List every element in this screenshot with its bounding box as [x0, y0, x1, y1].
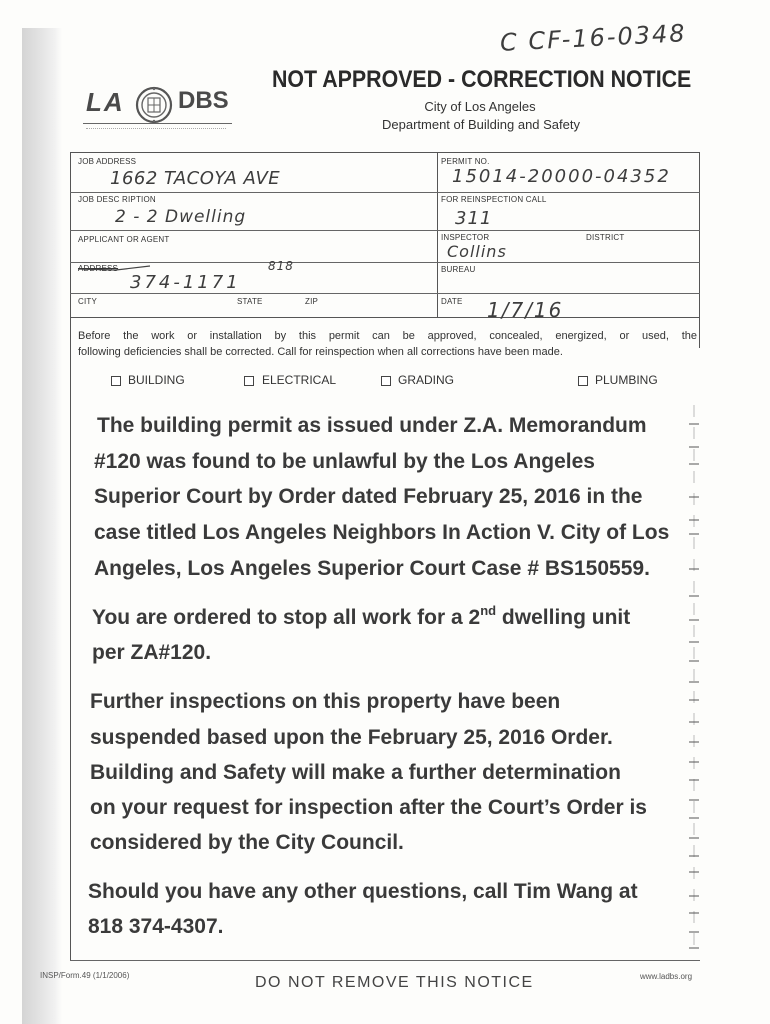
instructions-line-1: Before the work or installation by this permit can be approved, concealed, energized, or used, the: [78, 330, 697, 342]
notice-line: per ZA#120.: [92, 641, 212, 664]
form-row-divider: [70, 230, 700, 231]
do-not-remove-warning: DO NOT REMOVE THIS NOTICE: [255, 974, 534, 991]
grading-checkbox: [381, 376, 391, 386]
margin-ticks: [684, 405, 702, 960]
notice-line: Should you have any other questions, call Tim Wang at: [88, 880, 638, 903]
job-description-value: 2 - 2 Dwelling: [115, 207, 247, 227]
form-row-divider: [70, 293, 700, 294]
notice-line: The building permit as issued under Z.A. Memorandum: [97, 414, 647, 437]
electrical-checkbox: [244, 376, 254, 386]
district-label: DISTRICT: [586, 233, 625, 242]
website-url: www.ladbs.org: [640, 972, 693, 981]
zip-label: ZIP: [305, 297, 319, 306]
city-seal-icon: [134, 85, 174, 125]
plumbing-checkbox: [578, 376, 588, 386]
permit-no-label: PERMIT NO.: [441, 157, 490, 166]
city-label: CITY: [78, 297, 98, 306]
notice-line: Angeles, Los Angeles Superior Court Case # BS150559.: [94, 557, 650, 580]
plumbing-checkbox-label: PLUMBING: [595, 373, 658, 387]
form-row-divider: [70, 262, 700, 263]
page-title: NOT APPROVED - CORRECTION NOTICE: [272, 66, 692, 93]
permit-no-value: 15014-20000-04352: [452, 166, 671, 187]
form-identifier: INSP/Form.49 (1/1/2006): [40, 971, 130, 980]
notice-right-border: [699, 318, 700, 348]
date-label: DATE: [441, 297, 463, 306]
address-area-code: 818: [268, 259, 294, 273]
form-row-divider: [70, 192, 700, 193]
notice-left-border: [70, 318, 71, 960]
building-checkbox-label: BUILDING: [128, 373, 185, 387]
job-address-label: JOB ADDRESS: [78, 157, 137, 166]
grading-checkbox-label: GRADING: [398, 373, 455, 387]
notice-text: You are ordered to stop all work for a 2: [92, 606, 481, 629]
applicant-label: APPLICANT OR AGENT: [78, 235, 170, 244]
inspector-value: Collins: [447, 242, 507, 261]
notice-line: [92, 603, 631, 630]
notice-line: case titled Los Angeles Neighbors In Action V. City of Los: [94, 521, 670, 544]
building-checkbox: [111, 376, 121, 386]
notice-line: Further inspections on this property have been: [90, 690, 561, 713]
inspector-label: INSPECTOR: [441, 233, 490, 242]
notice-line: on your request for inspection after the Court’s Order is: [90, 796, 647, 819]
notice-line: Superior Court by Order dated February 25, 2016 in the: [94, 485, 643, 508]
state-label: STATE: [237, 297, 263, 306]
date-value: 1/7/16: [487, 298, 564, 322]
reinspection-call-label: FOR REINSPECTION CALL: [441, 195, 547, 204]
logo-underline: [83, 123, 232, 124]
department-name: Department of Building and Safety: [381, 117, 580, 132]
job-address-value: 1662 TACOYA AVE: [110, 168, 281, 189]
notice-bottom-border: [70, 960, 700, 961]
notice-line: #120 was found to be unlawful by the Los Angeles: [94, 450, 595, 473]
scan-edge-shadow: [22, 28, 62, 1024]
ordinal-suffix: nd: [480, 603, 497, 618]
notice-line: suspended based upon the February 25, 2016 Order.: [90, 726, 613, 749]
handwritten-reference: C CF-16-0348: [499, 19, 688, 57]
instructions-line-2: following deficiencies shall be corrected. Call for reinspection when all corrections have been made.: [78, 346, 563, 358]
address-label: ADDRESS: [78, 264, 119, 273]
notice-line: considered by the City Council.: [90, 831, 404, 854]
address-value: 374-1171: [130, 272, 241, 293]
notice-line: 818 374-4307.: [88, 915, 224, 938]
notice-text: dwelling unit: [496, 606, 631, 629]
logo-dbs-text: DBS: [178, 87, 229, 114]
job-description-label: JOB DESC RIPTION: [78, 195, 156, 204]
electrical-checkbox-label: ELECTRICAL: [262, 373, 337, 387]
logo-fine-print: [86, 128, 226, 129]
logo-la-text: LA: [86, 87, 125, 117]
bureau-label: BUREAU: [441, 265, 476, 274]
reinspection-call-value: 311: [455, 208, 493, 229]
notice-line: Building and Safety will make a further determination: [90, 761, 621, 784]
city-name: City of Los Angeles: [424, 99, 536, 114]
